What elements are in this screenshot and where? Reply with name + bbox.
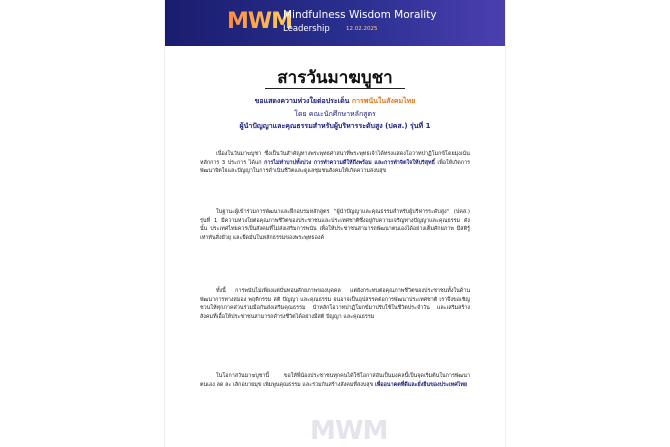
banner-date: 12.02.2025: [346, 26, 378, 32]
subtitle-concern-prefix: ขอแสดงความห่วงใยต่อประเด็น: [254, 97, 352, 105]
paragraph-4-highlight: เพื่ออนาคตที่ดีและยั่งยืนของประเทศไทย: [375, 381, 468, 388]
paragraph-4: [200, 372, 470, 389]
document-page: [165, 0, 505, 447]
paragraph-1-highlight: การไม่ทำบาปทั้งปวง การทำความดีให้ถึงพร้อม และการทำจิตใจให้บริสุทธิ์: [264, 159, 435, 166]
subtitle-concern-highlight: การพนันในสังคมไทย: [351, 97, 416, 105]
paragraph-1: [200, 150, 470, 176]
mwm-logo: MWM: [227, 9, 293, 34]
banner-title: Mindfulness Wisdom Morality: [283, 9, 437, 21]
title-underline: [265, 88, 405, 89]
banner-subtitle: Leadership: [283, 24, 330, 34]
subtitle-concern: [165, 97, 505, 106]
document-title: สารวันมาฆบูชา: [277, 68, 393, 88]
subtitle-program: ผู้นำปัญญาและคุณธรรมสำหรับผู้บริหารระดับสูง (ปคส.) รุ่นที่ 1: [239, 122, 431, 130]
paragraph-3: ทั้งนี้ การพนันไม่เพียงแต่บั่นทอนศักยภาพของบุคคล แต่ยังกระทบต่อคุณภาพชีวิตของประชาชนทั้งในด้านพัฒนาการทางสมอง พฤติกรรม สติ ปัญญา และคุณธรรม จนอาจเป็นอุปสรรคต่อการพัฒนาประเทศชาติ เราจึงขอเชิญชวนให้ทุกภาคส่วนร่วมมือกันส่งเสริมคุณธรรม นำหลักโอวาทปาฏิโมกข์มาปรับใช้ในชีวิตประจำวัน และเสริมสร้างสังคมที่เอื้อให้ประชาชนสามารถดำรงชีวิตได้อย่างมีสติ ปัญญา และคุณธรรม: [200, 288, 470, 320]
subtitle-by: โดย คณะนักศึกษาหลักสูตร: [294, 110, 376, 118]
paragraph-4-text: ในโอกาสวันมาฆบูชานี้ ขอให้พี่น้องประชาชนทุกคนได้ใช้โอกาสอันเป็นมงคลนี้เป็นจุดเริ่มต้นในการพัฒนาตนเอง ลด ละ เลิกอบายมุข เพิ่มพูนคุณธรรม และร่วมกันสร้างสังคมที่สงบสุข: [200, 373, 470, 388]
header-banner: [165, 0, 505, 46]
paragraph-2: ในฐานะผู้เข้าร่วมการพัฒนาและฝึกอบรมหลักสูตร "ผู้นำปัญญาและคุณธรรมสำหรับผู้บริหารระดับสูง" (ปคส.) รุ่นที่ 1 มีความห่วงใยต่อคุณภาพชีวิตของประชาชนและประเทศชาติซึ่งอยู่กับความเจริญทางปัญญาและคุณธรรม ดังนั้น ประเทศไทยควรเป็นสังคมที่ไม่ส่งเสริมการพนัน เพื่อให้ประชาชนสามารถพัฒนาตนเองได้อย่างเต็มศักยภาพ มีสติรู้เท่าทันสิ่งยั่วยุ และยึดมั่นในหลักธรรมของพระพุทธองค์: [200, 209, 470, 241]
mwm-watermark-logo: MWM: [310, 416, 388, 446]
paragraph-1-text-b: เพื่อให้เกิดการพัฒนาจิตใจและปัญญาในการดำเนินชีวิตและดูแลชุมชนสังคมให้เกิดความสงบสุข: [200, 159, 470, 175]
paragraph-1-text-a: เนื่องในวันมาฆบูชา ซึ่งเป็นวันสำคัญทางพระพุทธศาสนาที่พระพุทธเจ้าได้ทรงแสดงโอวาทปาฏิโมกข์โดยมุ่งเน้นหลักการ 3 ประการ ได้แก่: [200, 151, 470, 166]
